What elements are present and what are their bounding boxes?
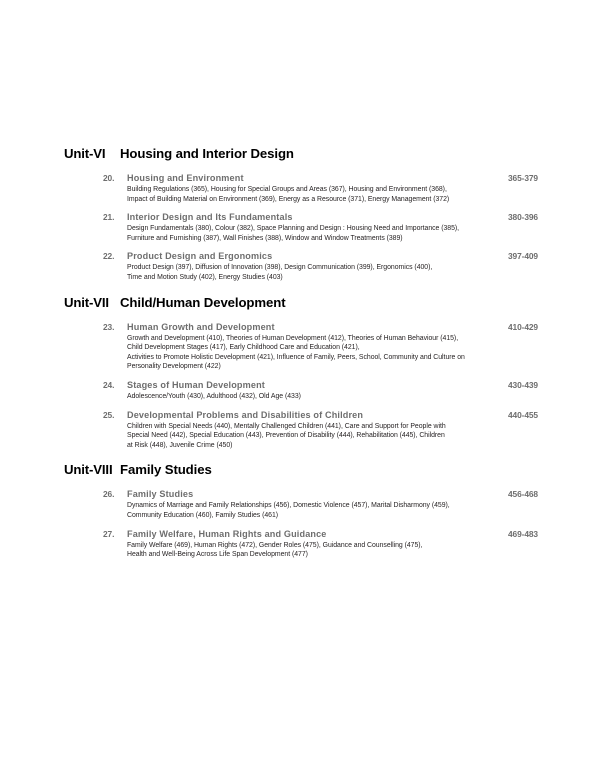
chapter-number: 26. [103, 489, 115, 500]
chapter-number: 25. [103, 409, 115, 420]
unit-heading [64, 295, 538, 310]
chapter-title[interactable]: Developmental Problems and Disabilities of Children [127, 409, 364, 420]
chapter-description-line: Community Education (460), Family Studies (461) [127, 511, 279, 519]
chapter-heading-row[interactable] [64, 322, 538, 332]
unit-title: Housing and Interior Design [120, 146, 294, 161]
unit-spacer [64, 450, 538, 462]
chapter-description-line: Adolescence/Youth (430), Adulthood (432), Old Age (433) [127, 392, 301, 400]
chapter-entry[interactable] [64, 204, 538, 243]
chapter-description-line: Child Development Stages (417), Early Childhood Care and Education (421), [127, 344, 360, 352]
chapter-number: 20. [103, 173, 115, 183]
chapter-title[interactable]: Stages of Human Development [127, 379, 265, 390]
unit-title: Family Studies [120, 462, 212, 478]
chapter-description [127, 501, 527, 520]
chapter-title[interactable]: Product Design and Ergonomics [127, 251, 273, 262]
chapter-description [127, 334, 527, 372]
chapter-title[interactable]: Family Studies [127, 489, 194, 500]
chapter-entry[interactable] [64, 372, 538, 402]
chapter-heading-row[interactable] [64, 251, 538, 261]
chapter-page-range: 410-429 [507, 321, 538, 332]
chapter-description-line: Activities to Promote Holistic Development (421), Influence of Family, Peers, School, Community and Culture on [127, 353, 465, 361]
chapter-description [127, 185, 527, 204]
chapter-description [127, 392, 527, 402]
unit-label: Unit-VII [64, 294, 109, 310]
chapter-description-line: Building Regulations (365), Housing for Special Groups and Areas (367), Housing and Environment (368), [127, 186, 447, 193]
chapter-description-line: Health and Well-Being Across Life Span Development (477) [127, 551, 308, 559]
chapter-description [127, 224, 527, 243]
chapter-description [127, 541, 527, 560]
chapter-description-line: Design Fundamentals (380), Colour (382), Space Planning and Design : Housing Need and Importance (385), [127, 225, 460, 233]
chapter-page-range: 440-455 [507, 409, 538, 420]
chapter-description-line: Family Welfare (469), Human Rights (472), Gender Roles (475), Guidance and Counselling (475), [127, 541, 423, 549]
chapter-title[interactable]: Family Welfare, Human Rights and Guidance [127, 528, 327, 539]
chapter-description-line: Growth and Development (410), Theories of Human Development (412), Theories of Human Behaviour (415), [127, 334, 459, 342]
chapter-page-range: 380-396 [507, 212, 538, 223]
unit-label: Unit-VIII [64, 462, 113, 478]
unit-title: Child/Human Development [120, 294, 286, 310]
chapter-description-line: Special Need (442), Special Education (443), Prevention of Disability (444), Rehabilitation (445), Children [127, 432, 445, 440]
chapter-number: 23. [103, 321, 115, 332]
chapter-description-line: Personality Development (422) [127, 363, 221, 371]
chapter-page-range: 430-439 [507, 379, 538, 390]
chapter-description-line: Product Design (397), Diffusion of Innovation (398), Design Communication (399), Ergonomics (400), [127, 264, 433, 272]
chapter-heading-row[interactable] [64, 529, 538, 539]
table-of-contents [64, 146, 538, 560]
unit-spacer [64, 283, 538, 295]
chapter-page-range: 456-468 [507, 489, 538, 500]
chapter-number: 22. [103, 251, 115, 262]
chapter-heading-row[interactable] [64, 212, 538, 222]
chapter-number: 21. [103, 212, 115, 223]
chapter-entry[interactable] [64, 521, 538, 560]
chapter-page-range: 365-379 [507, 173, 538, 183]
chapter-entry[interactable] [64, 481, 538, 520]
chapter-title[interactable]: Human Growth and Development [127, 321, 275, 332]
unit-label: Unit-VI [64, 146, 106, 161]
chapter-heading-row[interactable] [64, 173, 538, 183]
chapter-entry[interactable] [64, 402, 538, 451]
chapter-entry[interactable] [64, 314, 538, 372]
chapter-entry[interactable] [64, 243, 538, 282]
chapter-description-line: Impact of Building Material on Environment (369), Energy as a Resource (371), Energy Management (372) [127, 195, 450, 203]
chapter-number: 24. [103, 379, 115, 390]
chapter-heading-row[interactable] [64, 380, 538, 390]
chapter-entry[interactable] [64, 165, 538, 204]
chapter-heading-row[interactable] [64, 410, 538, 420]
chapter-description-line: at Risk (448), Juvenile Crime (450) [127, 441, 233, 449]
chapter-page-range: 469-483 [507, 528, 538, 539]
chapter-title[interactable]: Housing and Environment [127, 173, 244, 183]
unit-heading [64, 462, 538, 477]
chapter-description-line: Time and Motion Study (402), Energy Studies (403) [127, 273, 283, 281]
chapter-page-range: 397-409 [507, 251, 538, 262]
chapter-description [127, 422, 527, 451]
chapter-description-line: Children with Special Needs (440), Mentally Challenged Children (441), Care and Support for People with [127, 422, 446, 430]
chapter-description-line: Dynamics of Marriage and Family Relationships (456), Domestic Violence (457), Marital Disharmony (459), [127, 502, 450, 510]
chapter-title[interactable]: Interior Design and Its Fundamentals [127, 212, 293, 223]
chapter-heading-row[interactable] [64, 489, 538, 499]
chapter-description [127, 263, 527, 282]
unit-heading [64, 146, 538, 161]
chapter-number: 27. [103, 528, 115, 539]
chapter-description-line: Furniture and Furnishing (387), Wall Finishes (388), Window and Window Treatments (389) [127, 234, 403, 242]
